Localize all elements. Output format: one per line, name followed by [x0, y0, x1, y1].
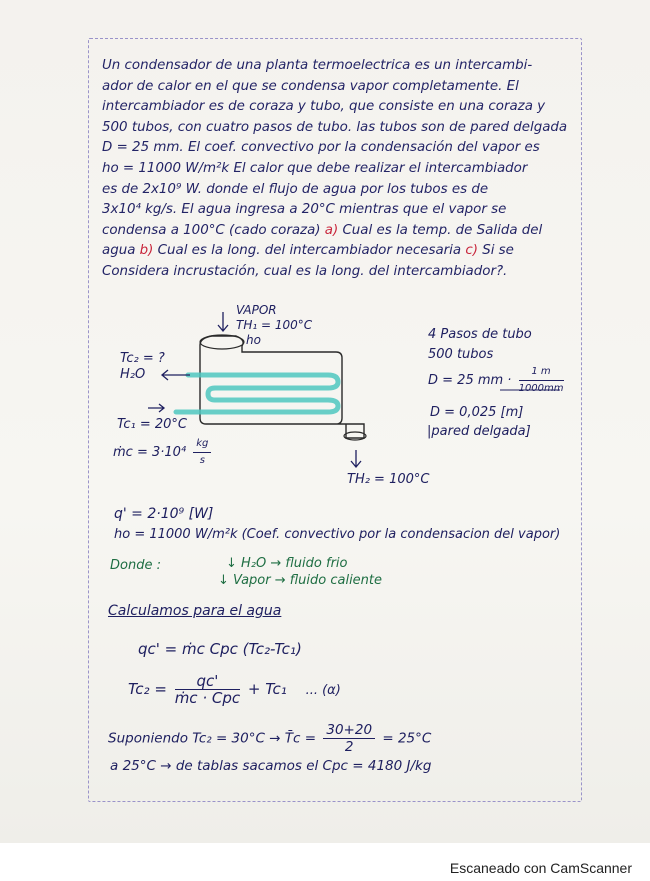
- energy-balance-eq: qc' = ṁc Cpc (Tc₂-Tc₁): [138, 640, 302, 658]
- eq-tag: ... (α): [305, 683, 341, 698]
- mean-temp-numerator: 30+20: [323, 722, 375, 739]
- vapor-label: VAPOR: [236, 303, 277, 317]
- line-text: Si se: [477, 243, 514, 259]
- problem-line: ho = 11000 W/m²k El calor que debe realizar el intercambiador: [102, 160, 528, 176]
- problem-line: es de 2x10⁹ W. donde el flujo de agua por los tubos es de: [102, 181, 489, 197]
- conversion-numerator: 1 m: [519, 364, 564, 381]
- water-out-arrow: [162, 370, 190, 380]
- question-b-marker: b): [139, 243, 154, 259]
- calc-section-title: Calculamos para el agua: [108, 603, 282, 619]
- tubes-label: 500 tubos: [428, 347, 494, 362]
- diameter-value: D = 25 mm ·: [428, 373, 512, 388]
- mass-flow-label: [113, 436, 214, 469]
- ho-line: ho = 11000 W/m²k (Coef. convectivo por la condensacion del vapor): [114, 527, 561, 542]
- condensate-arrow: [351, 450, 361, 467]
- cp-table-line: a 25°C → de tablas sacamos el Cpc = 4180 J/kg: [110, 758, 432, 774]
- th2-label: TH₂ = 100°C: [347, 472, 430, 487]
- problem-line: Considera incrustación, cual es la long. del intercambiador?.: [102, 263, 508, 279]
- water-in-arrow: [148, 404, 164, 412]
- diameter-result: D = 0,025 [m]: [430, 405, 524, 420]
- line-text: Cual es la long. del intercambiador necesaria: [153, 243, 466, 259]
- eq-denominator: ṁc · Cpc: [174, 689, 241, 707]
- thin-wall-note: |pared delgada]: [427, 424, 531, 439]
- line-text: Cual es la temp. de Salida del: [338, 222, 543, 238]
- hot-fluid-note: ↓ Vapor → fluido caliente: [218, 573, 383, 588]
- vapor-arrow: [218, 312, 228, 331]
- mass-flow-value: ṁc = 3·10⁴: [113, 445, 187, 460]
- problem-line: ador de calor en el que se condensa vapor completamente. El: [102, 78, 519, 94]
- line-text: agua: [102, 243, 140, 259]
- donde-label: Donde :: [110, 558, 161, 573]
- question-a-marker: a): [324, 222, 339, 238]
- diameter-conversion: [428, 364, 567, 397]
- scanner-watermark: Escaneado con CamScanner: [449, 860, 632, 876]
- assumption-text: Suponiendo Tc₂ = 30°C → T̄c =: [108, 730, 317, 747]
- eq-lhs: Tc₂ =: [128, 680, 167, 698]
- outlet-nozzle: [344, 432, 366, 440]
- cold-fluid-note: ↓ H₂O → fluido frio: [226, 556, 348, 571]
- unit-numerator: kg: [193, 436, 211, 453]
- eq-numerator: qc': [175, 673, 240, 690]
- assumption-result: = 25°C: [382, 730, 432, 747]
- mass-flow-unit: [193, 436, 211, 469]
- eq-rhs: + Tc₁: [247, 680, 287, 698]
- problem-line: intercambiador es de coraza y tubo, que consiste en una coraza y: [102, 99, 546, 115]
- question-c-marker: c): [465, 243, 478, 259]
- mean-temp-fraction: [323, 722, 375, 755]
- problem-line: 3x10⁴ kg/s. El agua ingresa a 20°C mientras que el vapor se: [102, 202, 507, 218]
- conversion-fraction: [519, 364, 564, 397]
- assumption-line: [108, 722, 431, 755]
- eq-fraction: [175, 673, 240, 706]
- water-label: H₂O: [120, 367, 146, 382]
- problem-line: Un condensador de una planta termoelectrica es un intercambi-: [102, 58, 533, 73]
- line-text: condensa a 100°C (cado coraza): [102, 222, 325, 238]
- inlet-nozzle: [200, 335, 244, 349]
- passes-label: 4 Pasos de tubo: [428, 327, 532, 342]
- tc2-label: Tc₂ = ?: [120, 351, 165, 366]
- conversion-denominator: 1000mm: [518, 383, 564, 394]
- mean-temp-denominator: 2: [344, 739, 354, 755]
- tc1-label: Tc₁ = 20°C: [117, 417, 187, 432]
- outlet-temp-eq: [128, 673, 341, 706]
- problem-line: D = 25 mm. El coef. convectivo por la condensación del vapor es: [102, 140, 540, 156]
- ho-label: ho: [246, 333, 261, 347]
- th1-label: TH₁ = 100°C: [236, 318, 313, 332]
- problem-line: 500 tubos, con cuatro pasos de tubo. las tubos son de pared delgada: [102, 119, 568, 135]
- unit-denominator: s: [199, 455, 205, 466]
- heat-rate-line: q' = 2·10⁹ [W]: [114, 506, 214, 522]
